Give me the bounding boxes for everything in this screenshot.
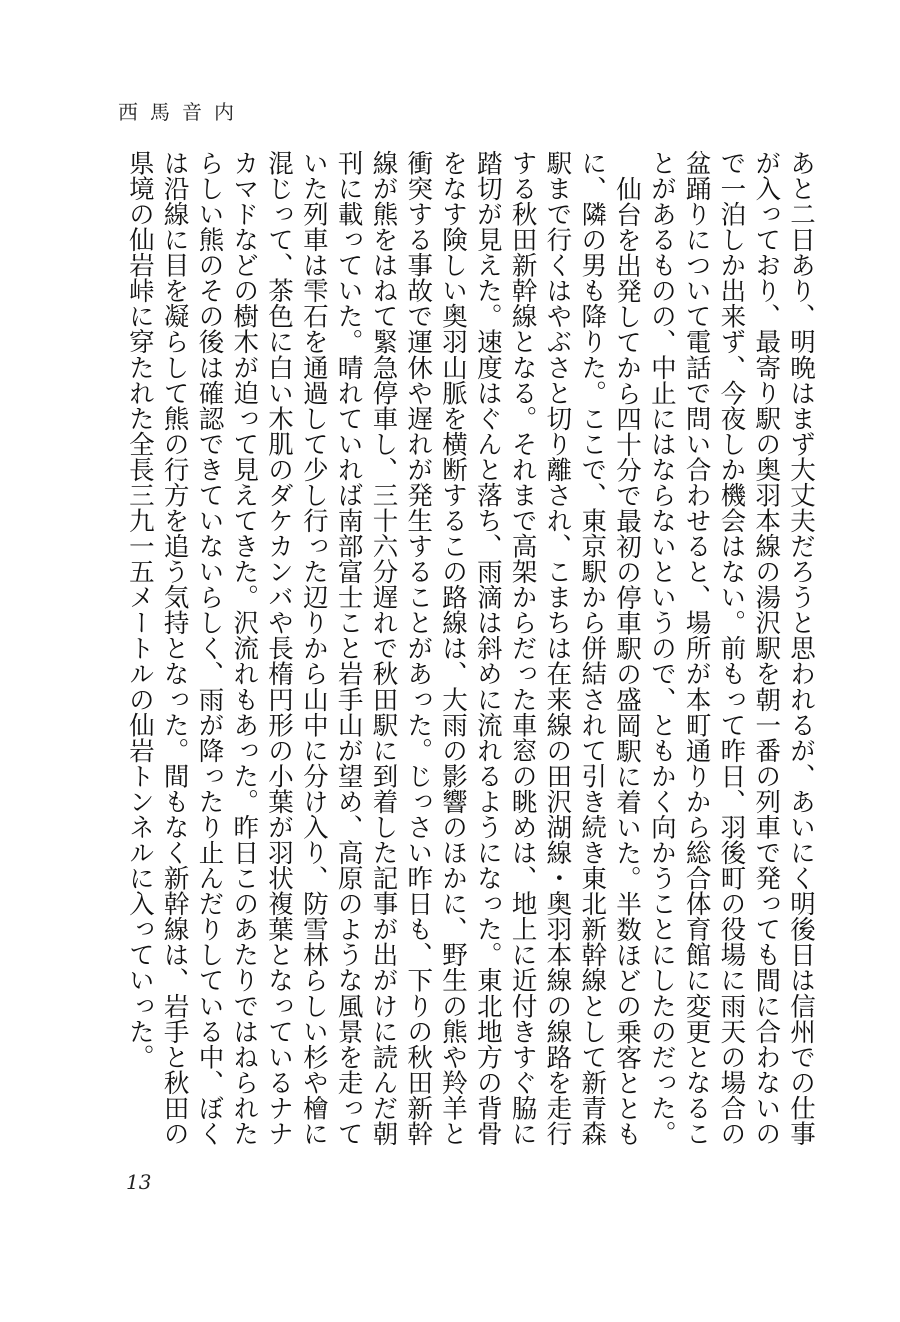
paragraph-2: 仙台を出発してから四十分で最初の停車駅の盛岡駅に着いた。半数ほどの乗客とともに、隣の男も降りた。ここで、東京駅から併結されて引き続き東北新幹線として新青森駅まで行くはやぶさと切り離され、こまちは在来線の田沢湖線・奥羽本線の線路を走行する秋田新幹線となる。それまで高架からだった車窓の眺めは、地上に近付きすぐ脇に踏切が見えた。速度はぐんと落ち、雨滴は斜めに流れるようになった。東北地方の背骨をなす険しい奥羽山脈を横断するこの路線は、大雨の影響のほかに、野生の熊や羚羊と衝突する事故で運休や遅れが発生することがあった。じっさい昨日も、下りの秋田新幹線が熊をはねて緊急停車し、三十六分遅れで秋田駅に到着した記事が出がけに読んだ朝刊に載っていた。晴れていれば南部富士こと岩手山が望め、高原のような風景を走っていた列車は雫石を通過して少し行った辺りから山中に分け入り、防雪林らしい杉や檜に混じって、茶色に白い木肌のダケカンバや長楕円形の小葉が羽状複葉となっているナナカマドなどの樹木が迫って見えてきた。沢流れもあった。昨日このあたりではねられたらしい熊のその後は確認できていないらしく、雨が降ったり止んだりしている中、ぼくは沿線に目を凝らして熊の行方を追う気持となった。間もなく新幹線は、岩手と秋田の県境の仙岩峠に穿たれた全長三九一五メートルの仙岩トンネルに入っていった。 bbox=[124, 150, 643, 1147]
paragraph-1: あと二日あり、明晩はまず大丈夫だろうと思われるが、あいにく明後日は信州での仕事が入っており、最寄り駅の奥羽本線の湯沢駅を朝一番の列車で発っても間に合わないので一泊しか出来ず、今夜しか機会はない。前もって昨日、羽後町の役場に雨天の場合の盆踊りについて電話で問い合わせると、場所が本町通りから総合体育館に変更となることがあるものの、中止にはならないというので、ともかく向かうことにしたのだった。 bbox=[646, 150, 816, 1147]
page-number: 13 bbox=[126, 1170, 152, 1194]
body-text bbox=[98, 150, 818, 1160]
running-header: 西馬音内 bbox=[118, 100, 246, 124]
